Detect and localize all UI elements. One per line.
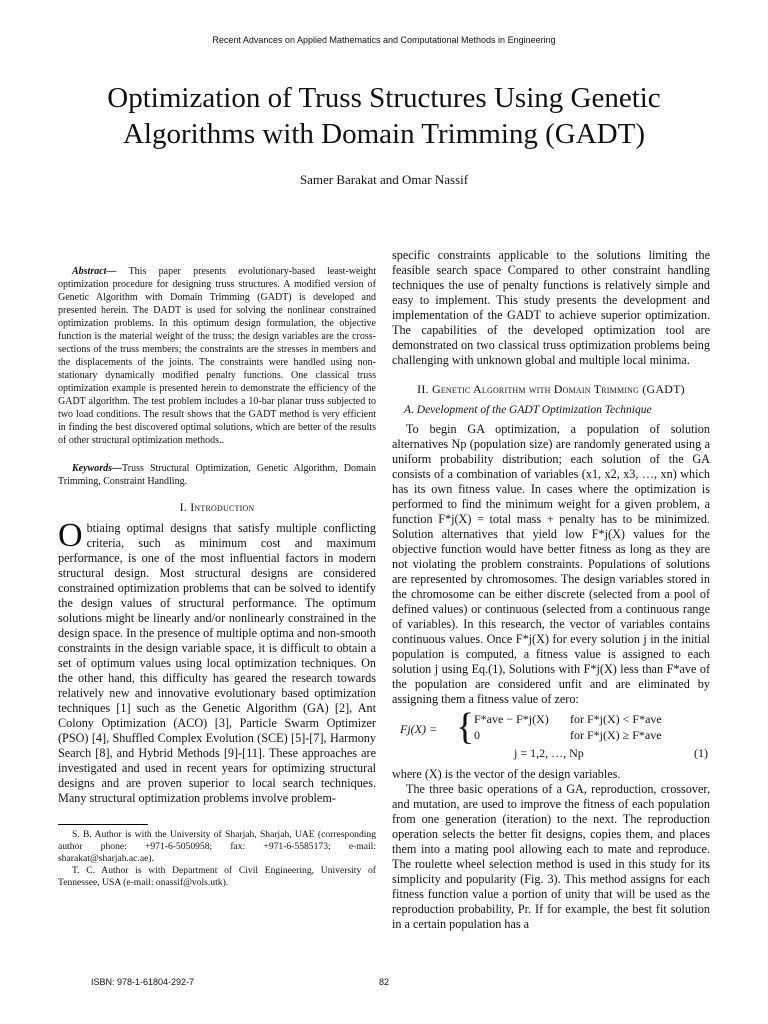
gadt-paragraph: To begin GA optimization, a population of solution alternatives Np (population size) are randomly generated using a uniform probability distribution; each solution of the GA consists of a combination of variables (x1, x2, x3, …, xn) which has its own fitness value. In cases where the optimization is performed to find the minimum weight for a given problem, a function F*j(X) = total mass + penalty has to be minimized. Solution alternatives that yield low F*j(X) values for the objective function would have better fitness as long as they are not violating the problem constraints. Populations of solutions are represented by chromosomes. The design variables stored in the chromosome can be either discrete (selected from a pool of defined values) or continuous (selected from a continuous range of variables). In this research, the vector of variables contains continuous values. Once F*j(X) for every solution j in the initial population is computed, a fitness value is assigned to each solution j using Eq.(1), Solutions with F*j(X) less than F*ave of the population are considered unfit and are eliminated by assigning them a fitness value of zero: [392, 422, 710, 706]
conference-header: Recent Advances on Applied Mathematics and Computational Methods in Engineering [212, 35, 556, 45]
abstract-text: This paper presents evolutionary-based least-weight optimization procedure for designing truss structures. A modified version of Genetic Algorithm with Domain Trimming (GADT) is developed and presented herein. The DADT is used for solving the nonlinear constrained optimization problems. In this optimum design formulation, the objective function is the material weight of the truss; the design variables are the cross-sections of the truss members; the constraints are the stresses in members and the displacements of the joints. The constraints were handled using non-stationary dynamically modified penalty functions. One classical truss optimization example is presented herein to demonstrate the efficiency of the GADT algorithm. The test problem includes a 10-bar planar truss subjected to two load conditions. The result shows that the GADT method is very efficient in finding the best discovered optimal solutions, which are better of the results of other structural optimization methods.. [58, 266, 376, 446]
equation-row2-condition: for F*j(X) ≥ F*ave [570, 728, 662, 742]
fitness-equation [392, 706, 710, 765]
equation-lhs: Fj(X) = [400, 722, 438, 736]
left-column [58, 248, 376, 889]
paper-authors: Samer Barakat and Omar Nassif [299, 172, 469, 187]
footnote-divider [58, 824, 148, 825]
abstract-label: Abstract— [72, 266, 117, 277]
intro-paragraph [58, 517, 376, 806]
section-numeral: II. [417, 382, 429, 396]
section-title: Introduction [190, 500, 255, 514]
drop-cap: O [58, 517, 83, 554]
abstract [58, 265, 376, 447]
footnote-2: T. C. Author is with Department of Civil Engineering, University of Tennessee, USA (e-mail: onassif@vols.utk). [58, 865, 376, 888]
intro-continuation: specific constraints applicable to the solutions limiting the feasible search space Compared to other constraint handling techniques the use of penalty functions is relatively simple and easy to implement. This study presents the development and implementation of the GADT to achieve superior optimization. The capabilities of the developed optimization tool are demonstrated on two classical truss optimization problems being challenging with unknown global and multiple local minima. [392, 248, 710, 367]
equation-number: (1) [694, 746, 708, 760]
keywords-label: Keywords— [72, 463, 122, 474]
section-numeral: I. [179, 500, 188, 514]
section-title: Genetic Algorithm with Domain Trimming (GADT) [431, 382, 685, 396]
footnote-1: S. B. Author is with the University of Sharjah, Sharjah, UAE (corresponding author phone: +971-6-5050958; fax: +971-6-5585173; e-mail: sbarakat@sharjah.ac.ae). [58, 829, 376, 864]
equation-row1-expression: F*ave − F*j(X) [474, 712, 549, 726]
section-heading-gadt [392, 382, 710, 397]
subsection-heading: A. Development of the GADT Optimization Technique [404, 404, 652, 416]
equation-row2-expression: 0 [474, 728, 480, 742]
footer-isbn: ISBN: 978-1-61804-292-7 [91, 977, 195, 987]
equation-explanation: where (X) is the vector of the design variables. [392, 767, 621, 781]
section-heading-introduction [58, 500, 376, 515]
page-number: 82 [378, 977, 389, 987]
operations-paragraph: The three basic operations of a GA, reproduction, crossover, and mutation, are used to improve the fitness of each population from one generation (iteration) to the next. The reproduction operation selects the better fit designs, copies them, and places them into a mating pool allowing each to mate and reproduce. The roulette wheel selection method is used in this study for its simplicity and popularity (Fig. 3). This method assigns for each fitness function value a portion of unity that will be used as the reproduction probability, Pr. If for example, the best fit solution in a certain population has a [392, 782, 710, 931]
keywords-text: Truss Structural Optimization, Genetic Algorithm, Domain Trimming, Constraint Handling. [58, 463, 376, 487]
paper-title: Optimization of Truss Structures Using Genetic Algorithms with Domain Trimming (GADT) [107, 82, 661, 150]
intro-text: btiaing optimal designs that satisfy multiple conflicting criteria, such as minimum cost and maximum performance, is one of the most influential factors in modern structural design. Most structural designs are considered constrained optimization problems that can be solved to identify the design values of structural performance. The optimum solutions might be linearly and/or nonlinearly constrained in the design space. In the presence of multiple optima and non-smooth constraints in the design variable space, it is difficult to obtain a set of optimum values using local optimization techniques. On the other hand, this difficulty has geared the research towards relatively new and innovative evolutionary based optimization techniques [1] such as the Genetic Algorithm (GA) [2], Ant Colony Optimization (ACO) [3], Particle Swarm Optimizer (PSO) [4], Shuffled Complex Evolution (SCE) [5]-[7], Harmony Search [8], and Hybrid Methods [9]-[11]. These approaches are investigated and used in recent years for optimizing structural designs and are proven superior to local search techniques. Many structural optimization problems involve problem- [58, 521, 376, 805]
equation-row1-condition: for F*j(X) < F*ave [570, 712, 662, 726]
right-column [392, 248, 710, 932]
equation-index-range: j = 1,2, …, Np [514, 746, 584, 760]
equation-brace: { [456, 706, 475, 748]
keywords [58, 462, 376, 488]
